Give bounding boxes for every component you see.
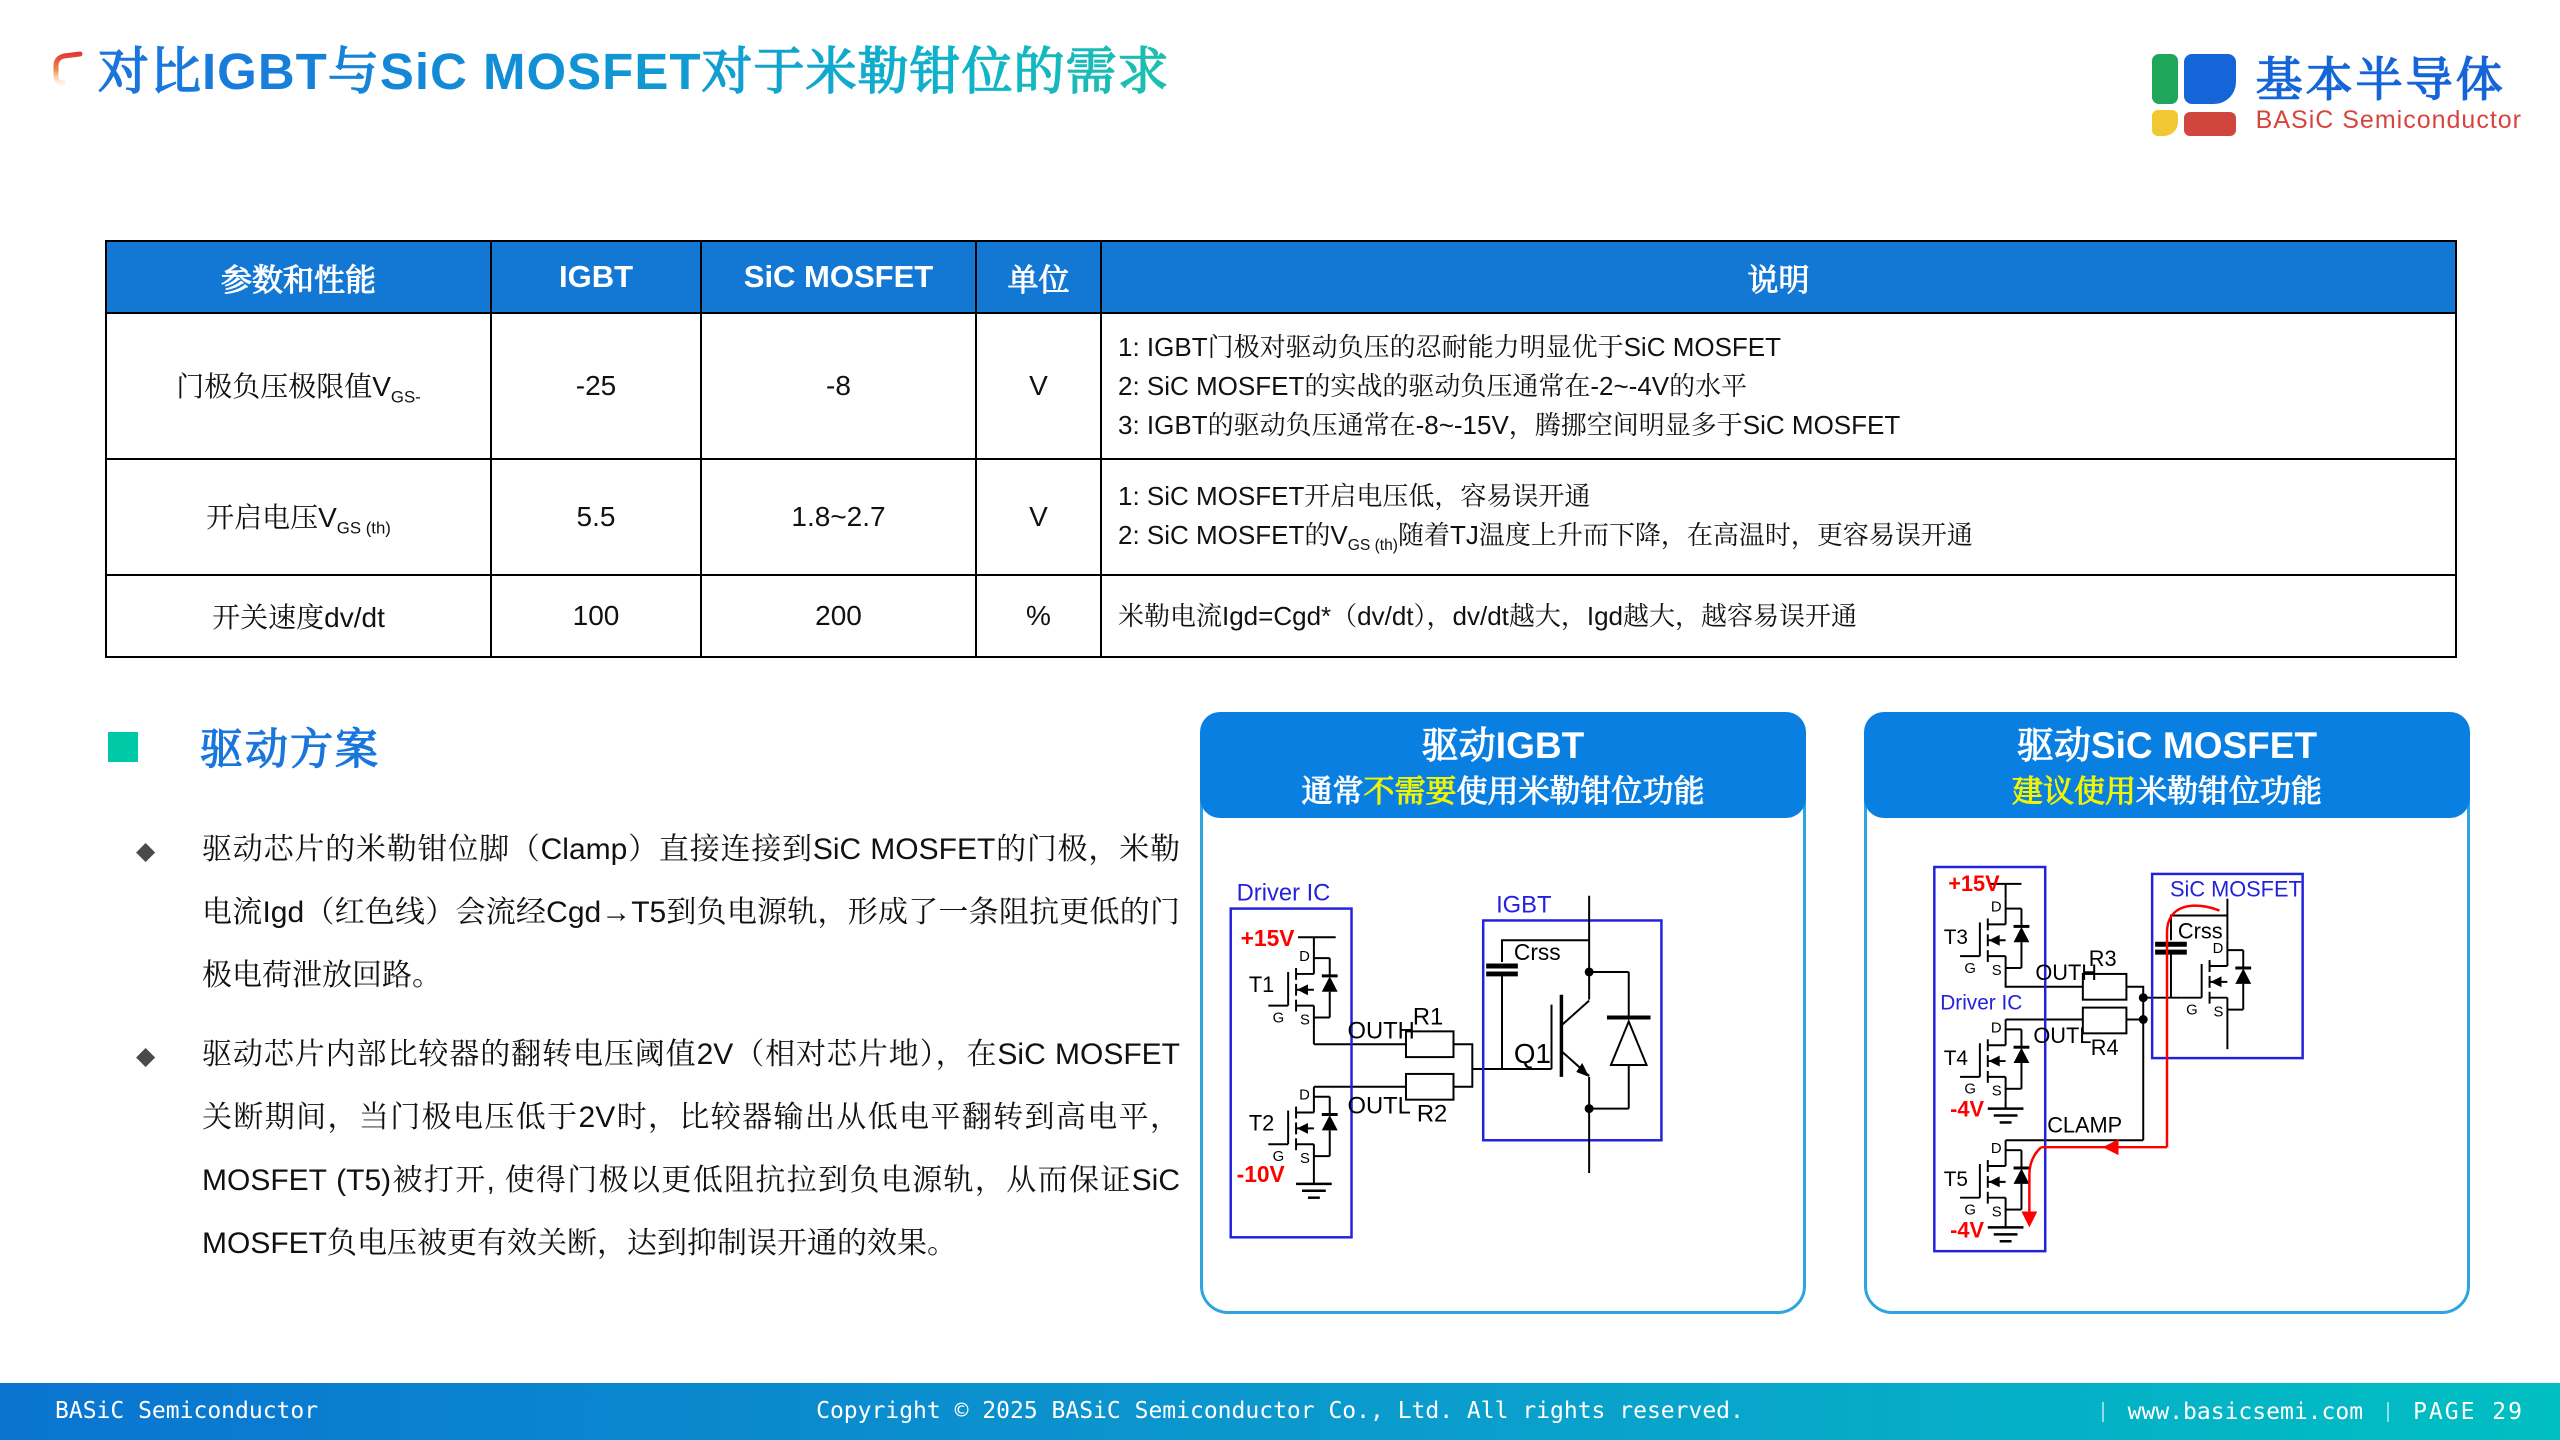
crss-label: Crss: [2177, 918, 2223, 944]
section-heading: [108, 716, 380, 777]
col-header-igbt: IGBT: [491, 241, 701, 313]
desc-cell: [1101, 575, 2456, 657]
desc-line: 2: SiC MOSFET的$V_{GS (th)}$随着TJ温度上升而下降，在高温时，更容易误开通: [1118, 519, 1973, 554]
t1-label: T1: [1248, 971, 1275, 997]
vneg-mid-label: -4V: [1950, 1096, 1985, 1122]
desc-cell: [1101, 459, 2456, 575]
subtitle-highlight: 建议使用: [2012, 774, 2136, 809]
bullet-text: 驱动芯片的米勒钳位脚（Clamp）直接连接到SiC MOSFET的门极，米勒电流Igd（红色线）会流经Cgd→T5到负电源轨，形成了一条阻抗更低的门极电荷泄放回路。: [202, 833, 1180, 992]
miller-current-path: [2029, 906, 2219, 1214]
outl-label: OUTL: [2033, 1023, 2092, 1049]
driver-ic-label: Driver IC: [1940, 991, 2023, 1015]
page-title: 对比IGBT与SiC MOSFET对于米勒钳位的需求: [98, 40, 1170, 104]
title-decoration-icon: [50, 48, 92, 118]
sic-value-cell: -8: [701, 313, 976, 459]
red-arrowhead-left: [2103, 1139, 2119, 1155]
card-igbt-header: [1200, 712, 1806, 818]
footer-website-link[interactable]: www.basicsemi.com: [2127, 1398, 2364, 1425]
r1-label: R1: [1412, 1003, 1444, 1031]
desc-line: 3: IGBT的驱动负压通常在-8~-15V，腾挪空间明显多于SiC MOSFET: [1118, 409, 1901, 440]
t3-label: T3: [1943, 926, 1968, 950]
igbt-box-label: IGBT: [1496, 891, 1552, 919]
vneg-bot-label: -4V: [1950, 1217, 1985, 1243]
teal-square-icon: [108, 732, 138, 762]
footer-bar: [0, 1383, 2560, 1440]
diamond-bullet-icon: ◆: [136, 837, 156, 865]
q1-label: Q1: [1513, 1038, 1551, 1070]
red-arrowhead-down: [2021, 1212, 2037, 1228]
param-cell: 开启电压$V_{GS (th)}$: [106, 459, 491, 575]
subtitle-highlight: 不需要: [1363, 774, 1457, 809]
footer-company: BASiC Semiconductor: [55, 1398, 319, 1424]
bullet-text: 驱动芯片内部比较器的翻转电压阈值2V（相对芯片地），在SiC MOSFET关断期间，当门极电压低于2V时，比较器输出从低电平翻转到高电平，MOSFET (T5)被打开, 使得门极以更低阻抗拉到负电源轨，从而保证SiC MOSFET负电压被更有效关断，达到抑制误开通的效果。: [202, 1038, 1180, 1260]
col-header-sic: SiC MOSFET: [701, 241, 976, 313]
sic-drive-circuit-diagram: [1867, 821, 2467, 1313]
card-igbt-subtitle: [1200, 772, 1806, 812]
desc-line: 1: SiC MOSFET开启电压低，容易误开通: [1118, 480, 1591, 511]
r2-label: R2: [1416, 1100, 1448, 1128]
card-drive-sic-mosfet: [1864, 712, 2470, 1314]
card-drive-igbt: [1200, 712, 1806, 1314]
unit-cell: V: [976, 313, 1101, 459]
desc-line: 1: IGBT门极对驱动负压的忍耐能力明显优于SiC MOSFET: [1118, 331, 1782, 362]
crss-label: Crss: [1513, 939, 1561, 966]
outh-label: OUTH: [1347, 1017, 1415, 1045]
card-sic-subtitle: [1864, 772, 2470, 812]
footer-page-number: PAGE 29: [2413, 1398, 2524, 1425]
desc-line: 米勒电流Igd=Cgd*（dv/dt），dv/dt越大，Igd越大，越容易误开通: [1118, 600, 1858, 631]
clamp-label: CLAMP: [2047, 1112, 2123, 1138]
footer-right: [2102, 1383, 2524, 1440]
logo-text: [2256, 54, 2522, 135]
logo-name-cn: 基本半导体: [2255, 53, 2506, 106]
sic-box-label: SiC MOSFET: [2169, 876, 2302, 902]
diamond-bullet-icon: ◆: [136, 1042, 156, 1070]
logo-blocks-icon: [2152, 54, 2236, 136]
title-row: [50, 40, 1170, 118]
col-header-param: 参数和性能: [106, 241, 491, 313]
table-row: [106, 313, 2456, 459]
bullet-list: [132, 818, 1180, 1291]
vpos-label: +15V: [1240, 925, 1295, 952]
col-header-unit: 单位: [976, 241, 1101, 313]
outh-label: OUTH: [2035, 959, 2097, 985]
section-title: 驱动方案: [200, 726, 380, 774]
footer-separator: [2102, 1402, 2104, 1422]
card-sic-title: 驱动SiC MOSFET: [2016, 725, 2318, 766]
sic-value-cell: 200: [701, 575, 976, 657]
footer-copyright: Copyright © 2025 BASiC Semiconductor Co., Ltd. All rights reserved.: [816, 1398, 1744, 1424]
sic-value-cell: 1.8~2.7: [701, 459, 976, 575]
card-igbt-title: 驱动IGBT: [1421, 725, 1585, 766]
col-header-desc: 说明: [1101, 241, 2456, 313]
driver-ic-label: Driver IC: [1236, 879, 1331, 907]
t5-label: T5: [1943, 1167, 1968, 1191]
table-row: [106, 575, 2456, 657]
list-item: [132, 818, 1180, 1007]
igbt-value-cell: 5.5: [491, 459, 701, 575]
param-cell: 门极负压极限值$V_{GS-}$: [106, 313, 491, 459]
list-item: [132, 1023, 1180, 1275]
igbt-value-cell: 100: [491, 575, 701, 657]
param-cell: 开关速度dv/dt: [106, 575, 491, 657]
card-sic-header: [1864, 712, 2470, 818]
igbt-drive-circuit-diagram: [1203, 821, 1803, 1313]
table-header-row: [106, 241, 2456, 313]
subtitle-post: 使用米勒钳位功能: [1456, 774, 1705, 809]
footer-separator: [2387, 1402, 2389, 1422]
subtitle-pre: 通常: [1301, 774, 1364, 809]
logo-name-en: BASiC Semiconductor: [2255, 106, 2522, 134]
unit-cell: %: [976, 575, 1101, 657]
company-logo: [2152, 54, 2522, 136]
table-row: [106, 459, 2456, 575]
igbt-value-cell: -25: [491, 313, 701, 459]
comparison-table-body: [106, 313, 2456, 657]
outl-label: OUTL: [1347, 1092, 1411, 1120]
subtitle-post: 米勒钳位功能: [2136, 774, 2322, 809]
vpos-label: +15V: [1948, 870, 2000, 896]
vneg-label: -10V: [1236, 1160, 1285, 1187]
desc-line: 2: SiC MOSFET的实战的驱动负压通常在-2~-4V的水平: [1118, 370, 1748, 401]
desc-cell: [1101, 313, 2456, 459]
t2-label: T2: [1248, 1110, 1275, 1136]
unit-cell: V: [976, 459, 1101, 575]
r3-label: R3: [2088, 946, 2117, 972]
comparison-table: [105, 240, 2457, 658]
r4-label: R4: [2090, 1035, 2119, 1061]
t4-label: T4: [1943, 1047, 1968, 1071]
